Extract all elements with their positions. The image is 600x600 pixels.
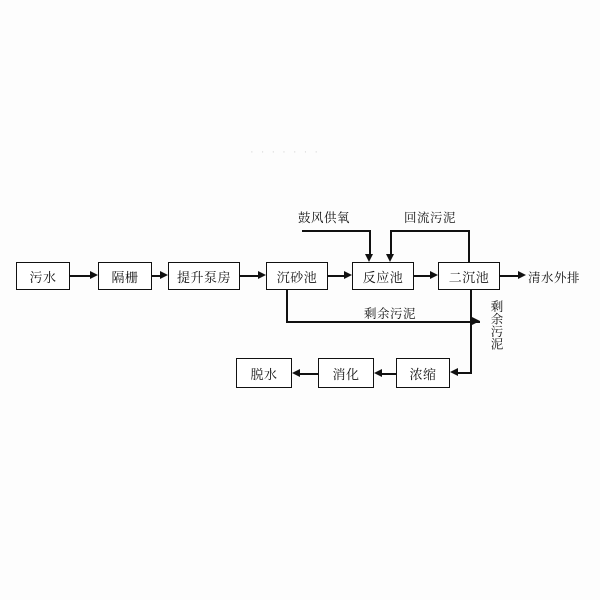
arrow-pump-grit: [258, 271, 266, 279]
arrow-wastewater-grille: [90, 271, 98, 279]
arrow-reactor-clarifier: [430, 271, 438, 279]
node-grille[interactable]: 隔栅: [98, 262, 152, 290]
connector-reactor-clarifier: [414, 275, 430, 277]
node-pump-house[interactable]: 提升泵房: [168, 262, 240, 290]
arrow-return-sludge: [386, 254, 394, 262]
node-dewatering[interactable]: 脱水: [236, 358, 292, 388]
connector-grille-pump: [152, 275, 160, 277]
connector-pump-grit: [240, 275, 258, 277]
connector-wastewater-grille: [70, 275, 90, 277]
node-reaction-tank[interactable]: 反应池: [352, 262, 414, 290]
arrow-grille-pump: [160, 271, 168, 279]
connector-clarifier-outlet: [500, 275, 518, 277]
connector-air-supply-h: [302, 230, 370, 232]
arrow-surplus-sludge-to-thickening: [450, 368, 458, 376]
arrow-excess-sludge: [472, 317, 480, 325]
connector-return-sludge-drop: [390, 230, 392, 254]
connector-surplus-sludge-v: [470, 290, 472, 373]
connector-excess-sludge-drop: [286, 290, 288, 322]
connector-surplus-sludge-h: [458, 372, 472, 374]
connector-thicken-digest: [382, 373, 396, 375]
label-return-sludge: 回流污泥: [404, 211, 457, 225]
node-grit-chamber[interactable]: 沉砂池: [266, 262, 328, 290]
node-wastewater[interactable]: 污水: [16, 262, 70, 290]
connector-digest-dewater: [300, 373, 318, 375]
connector-return-sludge-riser: [468, 230, 470, 262]
connector-air-supply-v: [369, 230, 371, 254]
arrow-digest-dewater: [292, 369, 300, 377]
label-clear-water-out: 清水外排: [528, 271, 581, 285]
watermark: · · · · · · ·: [250, 146, 320, 158]
connector-return-sludge-h: [390, 230, 470, 232]
node-digestion[interactable]: 消化: [318, 358, 374, 388]
arrow-clarifier-outlet: [518, 271, 526, 279]
arrow-air-supply: [365, 254, 373, 262]
label-surplus-sludge-vertical: 剩余污泥: [489, 300, 503, 350]
connector-grit-reactor: [328, 275, 344, 277]
arrow-thicken-digest: [374, 369, 382, 377]
arrow-grit-reactor: [344, 271, 352, 279]
node-thickening[interactable]: 浓缩: [396, 358, 450, 388]
label-excess-sludge: 剩余污泥: [364, 307, 417, 321]
node-secondary-clarifier[interactable]: 二沉池: [438, 262, 500, 290]
label-air-supply: 鼓风供氧: [298, 211, 351, 225]
